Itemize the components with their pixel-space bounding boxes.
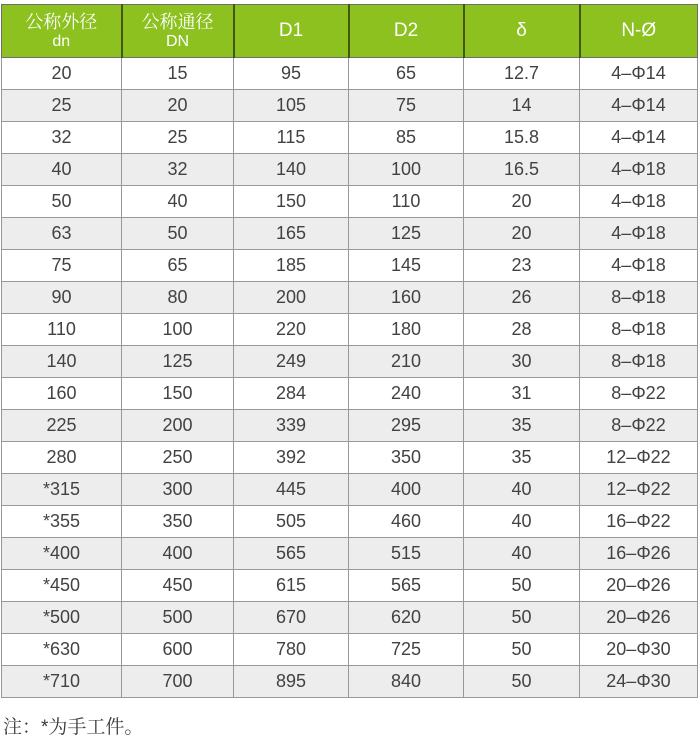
cell-delta: 31	[464, 378, 580, 410]
cell-dn: *710	[2, 666, 122, 698]
cell-d2: 100	[349, 154, 464, 186]
cell-DN: 150	[122, 378, 234, 410]
col-header-nominal-diameter-sub: DN	[165, 33, 190, 50]
cell-d1: 565	[234, 538, 349, 570]
table-row	[2, 538, 698, 570]
table-row	[2, 666, 698, 698]
col-header-n-holes: N-Ø	[580, 5, 698, 58]
cell-n-holes: 8–Φ18	[580, 314, 698, 346]
table-row	[2, 90, 698, 122]
cell-DN: 40	[122, 186, 234, 218]
cell-d1: 185	[234, 250, 349, 282]
cell-d2: 460	[349, 506, 464, 538]
table-row	[2, 58, 698, 90]
cell-dn: *400	[2, 538, 122, 570]
cell-d1: 505	[234, 506, 349, 538]
cell-delta: 16.5	[464, 154, 580, 186]
table-row	[2, 442, 698, 474]
table-row	[2, 506, 698, 538]
cell-DN: 50	[122, 218, 234, 250]
cell-n-holes: 24–Φ30	[580, 666, 698, 698]
cell-d2: 85	[349, 122, 464, 154]
cell-n-holes: 20–Φ26	[580, 570, 698, 602]
cell-delta: 12.7	[464, 58, 580, 90]
cell-dn: 25	[2, 90, 122, 122]
cell-delta: 15.8	[464, 122, 580, 154]
table-row	[2, 154, 698, 186]
cell-delta: 50	[464, 602, 580, 634]
header-row	[2, 5, 698, 58]
cell-n-holes: 8–Φ18	[580, 282, 698, 314]
col-header-d2: D2	[349, 5, 464, 58]
cell-dn: 32	[2, 122, 122, 154]
cell-d2: 515	[349, 538, 464, 570]
cell-d2: 180	[349, 314, 464, 346]
cell-d1: 115	[234, 122, 349, 154]
cell-n-holes: 8–Φ22	[580, 410, 698, 442]
cell-DN: 700	[122, 666, 234, 698]
cell-d2: 400	[349, 474, 464, 506]
cell-delta: 26	[464, 282, 580, 314]
cell-n-holes: 4–Φ18	[580, 250, 698, 282]
cell-delta: 30	[464, 346, 580, 378]
cell-delta: 40	[464, 506, 580, 538]
cell-d1: 392	[234, 442, 349, 474]
table-row	[2, 314, 698, 346]
table-row	[2, 634, 698, 666]
cell-d1: 249	[234, 346, 349, 378]
table-row	[2, 218, 698, 250]
cell-d1: 284	[234, 378, 349, 410]
cell-DN: 350	[122, 506, 234, 538]
cell-delta: 40	[464, 538, 580, 570]
cell-d1: 150	[234, 186, 349, 218]
cell-dn: 50	[2, 186, 122, 218]
cell-n-holes: 20–Φ26	[580, 602, 698, 634]
cell-d2: 145	[349, 250, 464, 282]
cell-delta: 28	[464, 314, 580, 346]
col-header-outer-diameter-sub: dn	[52, 33, 71, 50]
cell-DN: 450	[122, 570, 234, 602]
cell-n-holes: 12–Φ22	[580, 474, 698, 506]
cell-d1: 895	[234, 666, 349, 698]
col-header-outer-diameter	[2, 5, 122, 58]
cell-d2: 620	[349, 602, 464, 634]
cell-d2: 65	[349, 58, 464, 90]
cell-n-holes: 8–Φ22	[580, 378, 698, 410]
table-row	[2, 602, 698, 634]
cell-dn: 140	[2, 346, 122, 378]
cell-n-holes: 8–Φ18	[580, 346, 698, 378]
cell-DN: 300	[122, 474, 234, 506]
cell-n-holes: 4–Φ14	[580, 90, 698, 122]
table-row	[2, 250, 698, 282]
cell-dn: 90	[2, 282, 122, 314]
cell-delta: 35	[464, 442, 580, 474]
cell-DN: 80	[122, 282, 234, 314]
cell-d1: 140	[234, 154, 349, 186]
cell-DN: 250	[122, 442, 234, 474]
table-header	[2, 5, 698, 58]
cell-DN: 400	[122, 538, 234, 570]
cell-delta: 14	[464, 90, 580, 122]
table-row	[2, 410, 698, 442]
cell-dn: *450	[2, 570, 122, 602]
cell-d2: 840	[349, 666, 464, 698]
cell-DN: 65	[122, 250, 234, 282]
cell-d1: 339	[234, 410, 349, 442]
cell-delta: 20	[464, 186, 580, 218]
cell-d1: 220	[234, 314, 349, 346]
cell-d1: 200	[234, 282, 349, 314]
cell-delta: 40	[464, 474, 580, 506]
cell-dn: 280	[2, 442, 122, 474]
cell-dn: *355	[2, 506, 122, 538]
cell-d2: 295	[349, 410, 464, 442]
cell-dn: 225	[2, 410, 122, 442]
cell-d1: 165	[234, 218, 349, 250]
cell-dn: *315	[2, 474, 122, 506]
cell-n-holes: 12–Φ22	[580, 442, 698, 474]
cell-d2: 75	[349, 90, 464, 122]
cell-d2: 565	[349, 570, 464, 602]
cell-DN: 125	[122, 346, 234, 378]
cell-DN: 100	[122, 314, 234, 346]
cell-n-holes: 20–Φ30	[580, 634, 698, 666]
footnote: 注：*为手工件。	[3, 717, 144, 738]
cell-d1: 615	[234, 570, 349, 602]
cell-n-holes: 4–Φ14	[580, 122, 698, 154]
cell-d2: 350	[349, 442, 464, 474]
cell-dn: 160	[2, 378, 122, 410]
cell-n-holes: 4–Φ18	[580, 218, 698, 250]
cell-d2: 210	[349, 346, 464, 378]
cell-dn: 40	[2, 154, 122, 186]
cell-delta: 20	[464, 218, 580, 250]
cell-delta: 35	[464, 410, 580, 442]
table-row	[2, 378, 698, 410]
cell-dn: 63	[2, 218, 122, 250]
col-header-outer-diameter-cn: 公称外径	[25, 12, 98, 32]
table-row	[2, 570, 698, 602]
cell-delta: 50	[464, 570, 580, 602]
cell-DN: 200	[122, 410, 234, 442]
cell-n-holes: 16–Φ22	[580, 506, 698, 538]
cell-n-holes: 16–Φ26	[580, 538, 698, 570]
cell-dn: 110	[2, 314, 122, 346]
table-row	[2, 186, 698, 218]
cell-n-holes: 4–Φ14	[580, 58, 698, 90]
cell-delta: 50	[464, 666, 580, 698]
cell-d1: 670	[234, 602, 349, 634]
col-header-d1: D1	[234, 5, 349, 58]
col-header-delta: δ	[464, 5, 580, 58]
cell-dn: 75	[2, 250, 122, 282]
cell-d1: 105	[234, 90, 349, 122]
cell-DN: 600	[122, 634, 234, 666]
table-body	[2, 58, 698, 698]
cell-delta: 23	[464, 250, 580, 282]
cell-d1: 95	[234, 58, 349, 90]
cell-delta: 50	[464, 634, 580, 666]
table-row	[2, 346, 698, 378]
cell-DN: 500	[122, 602, 234, 634]
cell-dn: *630	[2, 634, 122, 666]
cell-DN: 20	[122, 90, 234, 122]
table-row	[2, 122, 698, 154]
cell-DN: 15	[122, 58, 234, 90]
cell-d2: 160	[349, 282, 464, 314]
table-row	[2, 474, 698, 506]
cell-dn: 20	[2, 58, 122, 90]
cell-d2: 240	[349, 378, 464, 410]
cell-DN: 32	[122, 154, 234, 186]
cell-DN: 25	[122, 122, 234, 154]
cell-d2: 725	[349, 634, 464, 666]
col-header-nominal-diameter	[122, 5, 234, 58]
cell-d2: 110	[349, 186, 464, 218]
col-header-nominal-diameter-cn: 公称通径	[141, 12, 214, 32]
cell-d2: 125	[349, 218, 464, 250]
table-row	[2, 282, 698, 314]
cell-n-holes: 4–Φ18	[580, 186, 698, 218]
cell-n-holes: 4–Φ18	[580, 154, 698, 186]
cell-d1: 780	[234, 634, 349, 666]
flange-spec-table	[1, 4, 698, 698]
cell-dn: *500	[2, 602, 122, 634]
cell-d1: 445	[234, 474, 349, 506]
